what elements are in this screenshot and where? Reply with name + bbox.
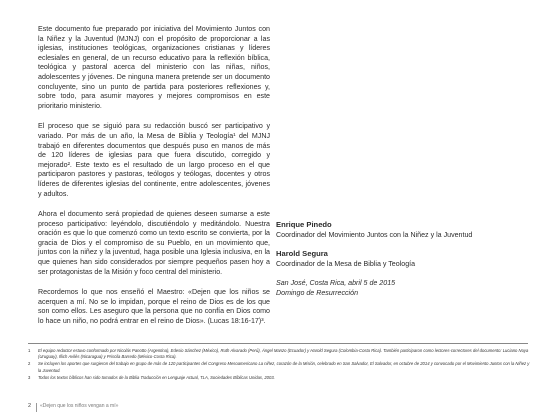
page-footer [0,403,540,417]
paragraph-quote: Recordemos lo que nos enseñó el Maestro: «Dejen que los niños se acerquen a mí. No se lo impidan, porque el reino de Dios es de los que son como ellos. Les aseguro que la persona que no confía en Dios como lo hace un niño, no podrá entrar en el reino de Dios». (Lucas 18:16-17)³. [38,288,270,326]
signer-name: Enrique Pinedo [276,220,332,229]
footnotes [28,348,533,382]
footnote-text: Se incluyen los aportes que surgieron del trabajo en grupo de más de 120 participantes del Congreso Mesoamericano La niñez, corazón de la Misión, celebrado en San Salvador, El Salvador, en octubre de 2014 y convocado por el Movimiento Juntos con la Niñez y la Juventud. [38,361,530,373]
footnote [28,375,533,381]
running-title: «Dejen que los niños vengan a mí» [40,403,119,409]
paragraph-intro: Este documento fue preparado por iniciativa del Movimiento Juntos con la Niñez y la Juventud (MJNJ) con el propósito de proporcionar a las iglesias, instituciones teológicas, organizaciones cristianas y líderes eclesiales en general, de un recurso educativo para la reflexión bíblica, teológica y pastoral acerca del ministerio con las niñas, niños, adolescentes y jóvenes. De ninguna manera pretende ser un documento concluyente, sino un punto de partida para posteriores reflexiones y, sobre todo, para asumir mayores y mejores compromisos en este prioritario ministerio. [38,25,270,110]
paragraph-ownership: Ahora el documento será propiedad de quienes deseen sumarse a este proceso participativo: leyéndolo, discutiéndolo y meditándolo. Nuestra oración es que lo que comenzó como un texto escrito se convierta, por la gracia de Dios y el compromiso de su Pueblo, en un movimiento que, juntos con la niñez y la juventud, haga posible una Iglesia inclusiva, en la que quienes han sido considerados por siempre pequeños pasen hoy a ser protagonistas de la Misión y foco central del ministerio. [38,210,270,276]
footer-rule [36,403,37,412]
footnote-number: 2 [28,361,31,367]
place-date: San José, Costa Rica, abril 5 de 2015 [276,279,396,287]
signature-block [276,220,526,298]
paragraph-process: El proceso que se siguió para su redacción buscó ser participativo y variado. Por más de un año, la Mesa de Biblia y Teología¹ del MJNJ trabajó en diferentes documentos que después puso en manos de más de 120 líderes de iglesias para que fuera discutido, corregido y mejorado². Este texto es el resultado de un largo proceso en el que participaron pastores y pastoras, teólogos y teólogas, docentes y otros líderes de diferentes iglesias del continente, entre adolescentes, jóvenes y adultos. [38,122,270,198]
footnote [28,348,533,360]
signer-role: Coordinador del Movimiento Juntos con la Niñez y la Juventud [276,231,473,239]
footnote-number: 1 [28,348,31,353]
footnote [28,361,533,373]
occasion: Domingo de Resurrección [276,289,359,297]
page-number: 2 [28,403,32,409]
signer-role: Coordinador de la Mesa de Biblia y Teología [276,260,416,268]
footnote-text: El equipo redactor estuvo conformado por Nicolás Panotto (Argentina), Edesio Sánchez (México), Ruth Alvarado (Perú), Ángel Manzo (Ecuador) y Harold Segura (Colombia-Costa Rica). También participaron como lectores-correctores del documento: Luciano Noya (Uruguay), Illich Avilés (Nicaragua) y Priscila Barredo (México-Costa Rica). [38,348,529,360]
footnote-divider [28,343,528,344]
footnote-text: Todos los textos bíblicos han sido tomados de la Biblia Traducción en Lenguaje Actual, TLA, Sociedades Bíblicas Unidas, 2003. [38,374,275,380]
footnote-number: 3 [28,374,31,380]
body-text-column [38,25,270,338]
signer-name: Harold Segura [276,249,328,258]
